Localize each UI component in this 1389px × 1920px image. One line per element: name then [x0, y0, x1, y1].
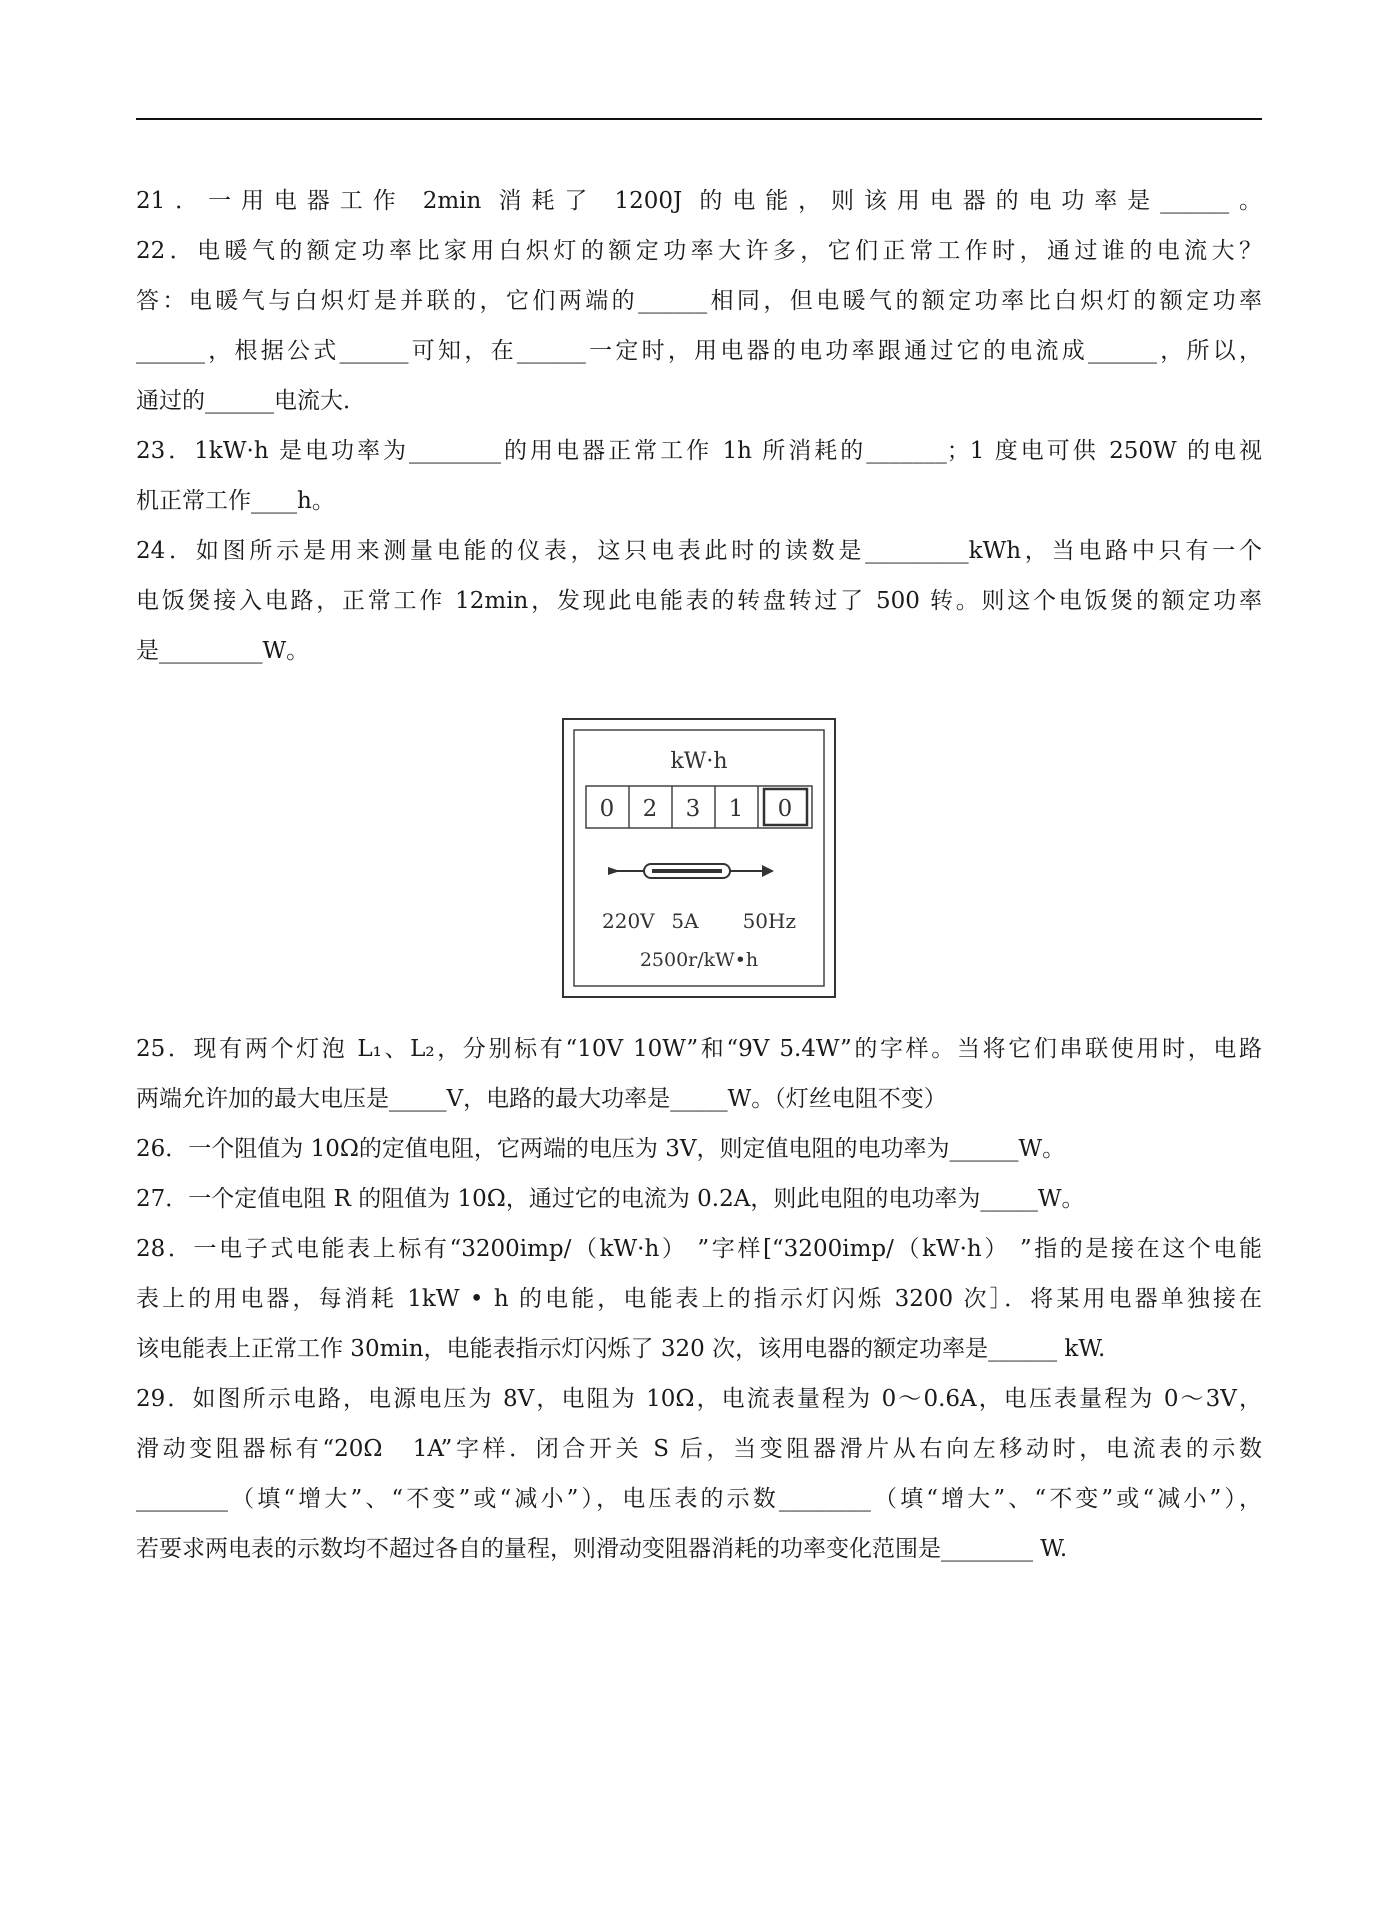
meter-digit: 3 — [685, 796, 701, 822]
q24-line-1: 24．如图所示是用来测量电能的仪表，这只电表此时的读数是_________kWh，当电路中只有一个 — [136, 538, 1262, 564]
meter-voltage: 220V — [602, 909, 655, 933]
q27-line-1: 27．一个定值电阻 R 的阻值为 10Ω，通过它的电流为 0.2A，则此电阻的电功率为_____W。 — [136, 1186, 1085, 1212]
meter-digit: 0 — [777, 796, 793, 822]
q29-line-1: 29．如图所示电路，电源电压为 8V，电阻为 10Ω，电流表量程为 0～0.6A，电压表量程为 0～3V， — [136, 1386, 1262, 1412]
question-content — [136, 176, 1262, 1574]
meter-figure-area — [136, 718, 1262, 1024]
meter-frequency: 50Hz — [742, 909, 796, 933]
q22-answer-line-1: 答：电暖气与白炽灯是并联的，它们两端的______相同，但电暖气的额定功率比白炽灯的额定功率 — [136, 288, 1262, 314]
meter-digit: 0 — [599, 796, 615, 822]
q22-line-1: 22．电暖气的额定功率比家用白炽灯的额定功率大许多，它们正常工作时，通过谁的电流大？ — [136, 238, 1262, 264]
q28-line-3: 该电能表上正常工作 30min，电能表指示灯闪烁了 320 次，该用电器的额定功率是______ kW. — [136, 1336, 1106, 1362]
meter-unit-label: kW·h — [670, 749, 728, 774]
q22-answer-line-2: ______，根据公式______可知，在______一定时，用电器的电功率跟通过它的电流成______，所以， — [136, 338, 1262, 364]
q29-line-4: 若要求两电表的示数均不超过各自的量程，则滑动变阻器消耗的功率变化范围是________ W. — [136, 1536, 1068, 1562]
q25-line-2: 两端允许加的最大电压是_____V，电路的最大功率是_____W。（灯丝电阻不变） — [136, 1086, 947, 1112]
header-rule — [136, 118, 1262, 120]
energy-meter-figure — [562, 718, 836, 998]
q24-line-2: 电饭煲接入电路，正常工作 12min，发现此电能表的转盘转过了 500 转。则这个电饭煲的额定功率 — [136, 588, 1262, 614]
q26-line-1: 26．一个阻值为 10Ω的定值电阻，它两端的电压为 3V，则定值电阻的电功率为______W。 — [136, 1136, 1066, 1162]
q25-line-1: 25．现有两个灯泡 L₁、L₂，分别标有“10V 10W”和“9V 5.4W”的字样。当将它们串联使用时，电路 — [136, 1036, 1262, 1062]
meter-constant: 2500r/kW•h — [639, 949, 759, 971]
meter-digit: 1 — [728, 796, 744, 822]
q29-line-3: ________（填“增大”、“不变”或“减小”），电压表的示数________（填“增大”、“不变”或“减小”）， — [136, 1486, 1262, 1512]
q28-line-2: 表上的用电器，每消耗 1kW • h 的电能，电能表上的指示灯闪烁 3200 次］．将某用电器单独接在 — [136, 1286, 1262, 1312]
q24-line-3: 是_________W。 — [136, 638, 310, 664]
q23-line-2: 机正常工作____h。 — [136, 488, 335, 514]
q21-line-1: 21．一用电器工作 2min 消耗了 1200J 的电能，则该用电器的电功率是______。 — [136, 188, 1262, 214]
meter-digit: 2 — [642, 796, 658, 822]
q22-answer-line-3: 通过的______电流大． — [136, 388, 366, 414]
q23-line-1: 23．1kW·h 是电功率为________的用电器正常工作 1h 所消耗的_______；1 度电可供 250W 的电视 — [136, 438, 1262, 464]
q28-line-1: 28．一电子式电能表上标有“3200imp/（kW·h） ”字样[“3200imp/（kW·h） ”指的是接在这个电能 — [136, 1236, 1262, 1262]
q29-line-2: 滑动变阻器标有“20Ω 1A”字样．闭合开关 S 后，当变阻器滑片从右向左移动时，电流表的示数 — [136, 1436, 1262, 1462]
meter-current: 5A — [671, 909, 699, 933]
